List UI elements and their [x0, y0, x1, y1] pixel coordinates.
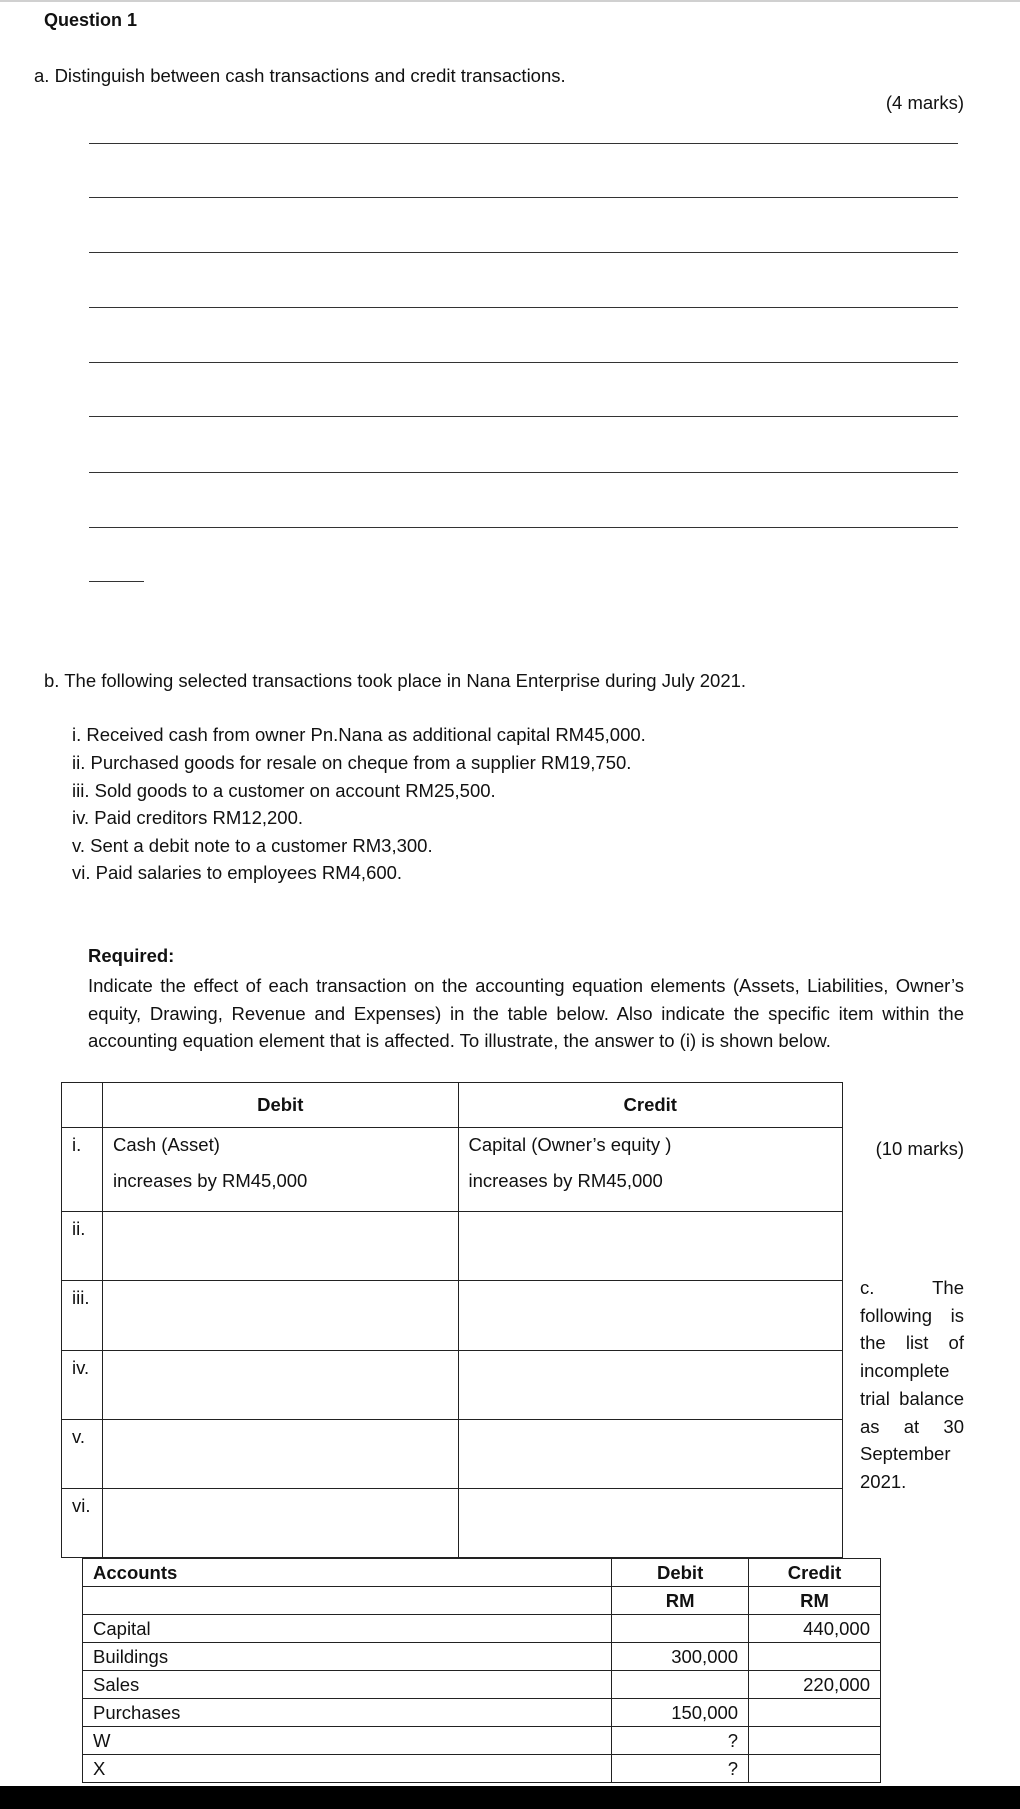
answer-line[interactable]	[89, 307, 958, 308]
header-accounts: Accounts	[83, 1559, 612, 1587]
trial-balance-header	[83, 1559, 881, 1587]
part-b-marks: (10 marks)	[875, 1138, 964, 1159]
credit-amount	[749, 1755, 881, 1783]
header-credit: Credit	[749, 1559, 881, 1587]
account-name: W	[83, 1727, 612, 1755]
answer-line[interactable]	[89, 362, 958, 363]
accounting-equation-table	[61, 1082, 843, 1558]
part-b-intro: b. The following selected transactions took place in Nana Enterprise during July 2021.	[44, 670, 747, 691]
header-debit: Debit	[102, 1083, 458, 1128]
answer-line[interactable]	[89, 527, 958, 528]
part-a-marks: (4 marks)	[885, 92, 964, 113]
required-text: Indicate the effect of each transaction on the accounting equation elements (Assets, Liabilities, Owner’s equity, Drawing, Revenue and Expenses) in the table below. Also indicate the specific item within the accounting equation element that is affected. To illustrate, the answer to (i) is shown below.	[88, 975, 964, 1052]
trial-balance-table	[82, 1558, 881, 1783]
table-row	[62, 1351, 843, 1420]
credit-cell[interactable]	[458, 1128, 843, 1212]
credit-cell[interactable]	[458, 1351, 843, 1420]
table-row	[62, 1420, 843, 1489]
credit-amount: 440,000	[749, 1615, 881, 1643]
answer-line-short[interactable]	[89, 581, 144, 582]
answer-line[interactable]	[89, 472, 958, 473]
table-row	[83, 1615, 881, 1643]
header-no	[62, 1083, 103, 1128]
bottom-black-bar	[0, 1786, 1020, 1809]
unit-debit: RM	[612, 1587, 749, 1615]
transaction-item: vi. Paid salaries to employees RM4,600.	[72, 862, 403, 883]
row-number: iv.	[62, 1351, 103, 1420]
table-row	[62, 1212, 843, 1281]
row-number: iii.	[62, 1281, 103, 1351]
account-name: Capital	[83, 1615, 612, 1643]
credit-effect: increases by RM45,000	[468, 1170, 663, 1191]
account-name: X	[83, 1755, 612, 1783]
transaction-item: iv. Paid creditors RM12,200.	[72, 807, 304, 828]
table-row	[62, 1281, 843, 1351]
debit-cell[interactable]	[102, 1128, 458, 1212]
transaction-item: v. Sent a debit note to a customer RM3,300.	[72, 835, 433, 856]
header-credit: Credit	[458, 1083, 843, 1128]
answer-line[interactable]	[89, 143, 958, 144]
answer-line[interactable]	[89, 197, 958, 198]
credit-amount	[749, 1643, 881, 1671]
transaction-item: iii. Sold goods to a customer on account RM25,500.	[72, 780, 496, 801]
table-row	[62, 1128, 843, 1212]
credit-item: Capital (Owner’s equity )	[468, 1134, 672, 1155]
credit-amount: 220,000	[749, 1671, 881, 1699]
unit-accounts	[83, 1587, 612, 1615]
debit-amount: ?	[612, 1755, 749, 1783]
required-label: Required:	[88, 945, 175, 966]
table-row	[83, 1671, 881, 1699]
debit-cell[interactable]	[102, 1281, 458, 1351]
debit-amount: ?	[612, 1727, 749, 1755]
transaction-item: ii. Purchased goods for resale on cheque from a supplier RM19,750.	[72, 752, 632, 773]
account-name: Purchases	[83, 1699, 612, 1727]
part-c-intro: c. The following is the list of incomplete trial balance as at 30 September 2021.	[860, 1277, 964, 1492]
credit-cell[interactable]	[458, 1281, 843, 1351]
debit-amount: 300,000	[612, 1643, 749, 1671]
debit-amount	[612, 1615, 749, 1643]
answer-line[interactable]	[89, 252, 958, 253]
debit-amount	[612, 1671, 749, 1699]
row-number: ii.	[62, 1212, 103, 1281]
credit-amount	[749, 1727, 881, 1755]
row-number: vi.	[62, 1489, 103, 1558]
debit-effect: increases by RM45,000	[112, 1170, 308, 1191]
trial-balance-units	[83, 1587, 881, 1615]
credit-cell[interactable]	[458, 1212, 843, 1281]
account-name: Sales	[83, 1671, 612, 1699]
answer-line[interactable]	[89, 416, 958, 417]
question-title: Question 1	[44, 10, 138, 30]
credit-amount	[749, 1699, 881, 1727]
table-row	[83, 1643, 881, 1671]
debit-cell[interactable]	[102, 1351, 458, 1420]
credit-cell[interactable]	[458, 1489, 843, 1558]
debit-cell[interactable]	[102, 1212, 458, 1281]
row-number: v.	[62, 1420, 103, 1489]
table-header-row	[62, 1083, 843, 1128]
unit-credit: RM	[749, 1587, 881, 1615]
header-debit: Debit	[612, 1559, 749, 1587]
debit-amount: 150,000	[612, 1699, 749, 1727]
debit-cell[interactable]	[102, 1489, 458, 1558]
table-row	[83, 1699, 881, 1727]
part-a-prompt: a. Distinguish between cash transactions and credit transactions.	[34, 65, 566, 86]
row-number: i.	[62, 1128, 103, 1212]
table-row	[83, 1727, 881, 1755]
table-row	[62, 1489, 843, 1558]
debit-item: Cash (Asset)	[112, 1134, 220, 1155]
transaction-item: i. Received cash from owner Pn.Nana as additional capital RM45,000.	[72, 724, 646, 745]
debit-cell[interactable]	[102, 1420, 458, 1489]
table-row	[83, 1755, 881, 1783]
account-name: Buildings	[83, 1643, 612, 1671]
credit-cell[interactable]	[458, 1420, 843, 1489]
